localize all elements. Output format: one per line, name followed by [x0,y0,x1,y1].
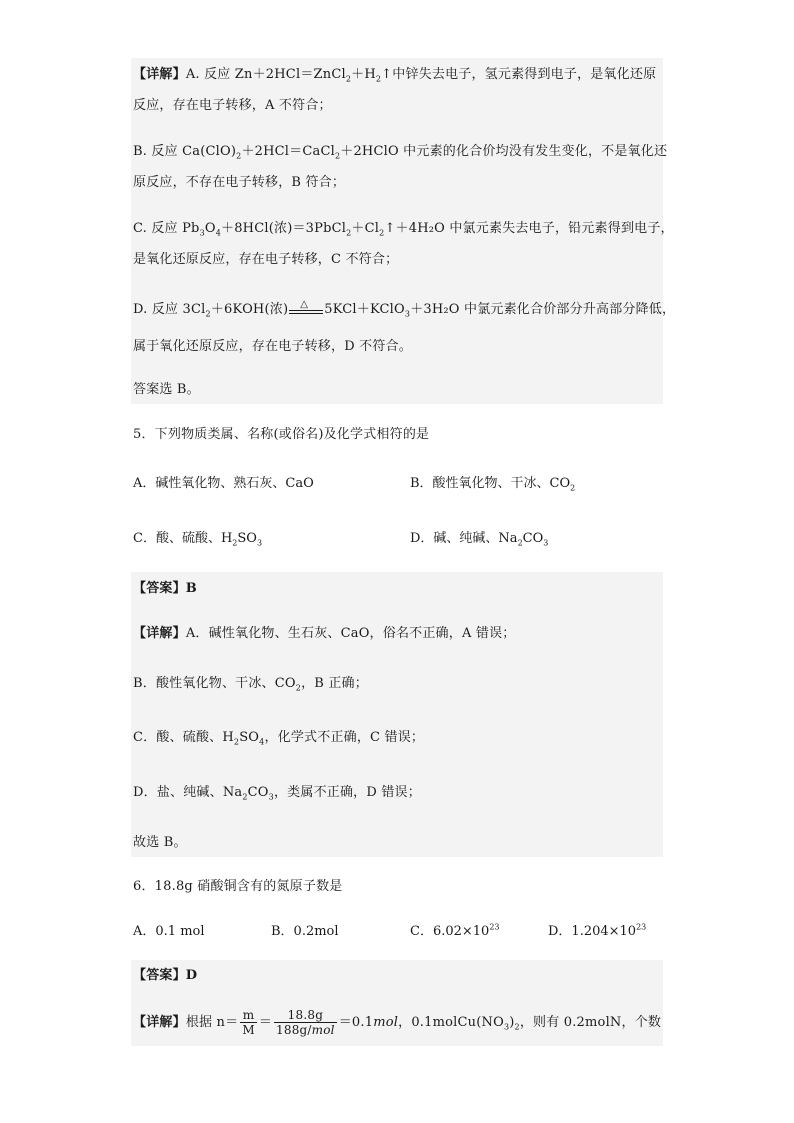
q4-explanation-a-line2: 反应，存在电子转移，A 不符合； [133,98,332,113]
q5-option-b: B．酸性氧化物、干冰、$CO_2$ [410,476,576,493]
q6-explanation: 【详解】根据 n＝ $\frac{m}{M}$ ＝ $\frac{18.8g}{\text{188g/mol}}$ ＝0.1mol，$0.1molCu(NO_3)_2$，则有 0.2molN，个数 [133,1008,662,1037]
q6-option-d: D．$1.204\times 10^{23}$ [548,922,647,939]
q5-option-a: A．碱性氧化物、熟石灰、CaO [133,476,314,491]
q5-stem: 5．下列物质类属、名称(或俗名)及化学式相符的是 [133,427,430,442]
q5-explanation-d: D．盐、纯碱、$Na_2CO_3$，类属不正确，D 错误； [133,785,421,802]
q6-stem: 6．18.8g 硝酸铜含有的氮原子数是 [133,879,343,894]
reaction-heat-arrow: △ [289,301,323,315]
q5-option-c: C．酸、硫酸、$H_2SO_3$ [133,531,263,548]
explanation-label: 【详解】 [133,67,186,82]
q4-explanation-c-line1: C. 反应 $Pb_3O_4+8HCl$(浓)$=3PbCl_2+Cl_2↑+4H_2O$ 中氯元素失去电子，铅元素得到电子， [133,221,674,238]
q6-option-c: C．$6.02\times 10^{23}$ [410,922,500,939]
q4-explanation-c-line2: 是氧化还原反应，存在电子转移，C 不符合； [133,252,399,267]
q5-option-d: D．碱、纯碱、$Na_2CO_3$ [410,531,549,548]
q6-option-b: B．0.2mol [271,924,339,939]
q5-explanation-a: 【详解】A．碱性氧化物、生石灰、CaO，俗名不正确，A 错误； [133,626,516,641]
q5-explanation-c: C．酸、硫酸、$H_2SO_4$，化学式不正确，C 错误； [133,730,425,747]
q4-answer-line: 答案选 B。 [133,382,200,397]
q4-explanation-b-line1: B. 反应 $Ca(ClO)_2+2HCl=CaCl_2+2HClO$ 中元素的化合价均没有发生变化，不是氧化还 [133,144,668,161]
q5-explanation-b: B．酸性氧化物、干冰、$CO_2$，B 正确； [133,676,368,693]
q6-answer: 【答案】D [133,968,198,983]
q4-explanation-b-line2: 原反应，不存在电子转移，B 符合； [133,175,346,190]
q4-explanation-d-line2: 属于氧化还原反应，存在电子转移，D 不符合。 [133,339,412,354]
q4-explanation-d-line1: D. 反应 $3Cl_2+6KOH$(浓) △ 5KCl＋KClO$_3$＋3H₂O 中氯元素化合价部分升高部分降低， [133,299,676,319]
q5-answer-shade [131,572,663,857]
q5-answer: 【答案】B [133,581,197,596]
mass-over-molar-fraction: $\frac{m}{M}$ [242,1008,255,1037]
q5-conclusion: 故选 B。 [133,835,187,850]
q6-option-a: A．0.1 mol [133,924,205,939]
numeric-fraction: $\frac{18.8g}{\text{188g/mol}}$ [276,1008,335,1037]
q4-explanation-a-line1: 【详解】A. 反应 $Zn+2HCl=ZnCl_2+H_2↑$中锌失去电子，氢元素得到电子，是氧化还原 [133,67,657,84]
